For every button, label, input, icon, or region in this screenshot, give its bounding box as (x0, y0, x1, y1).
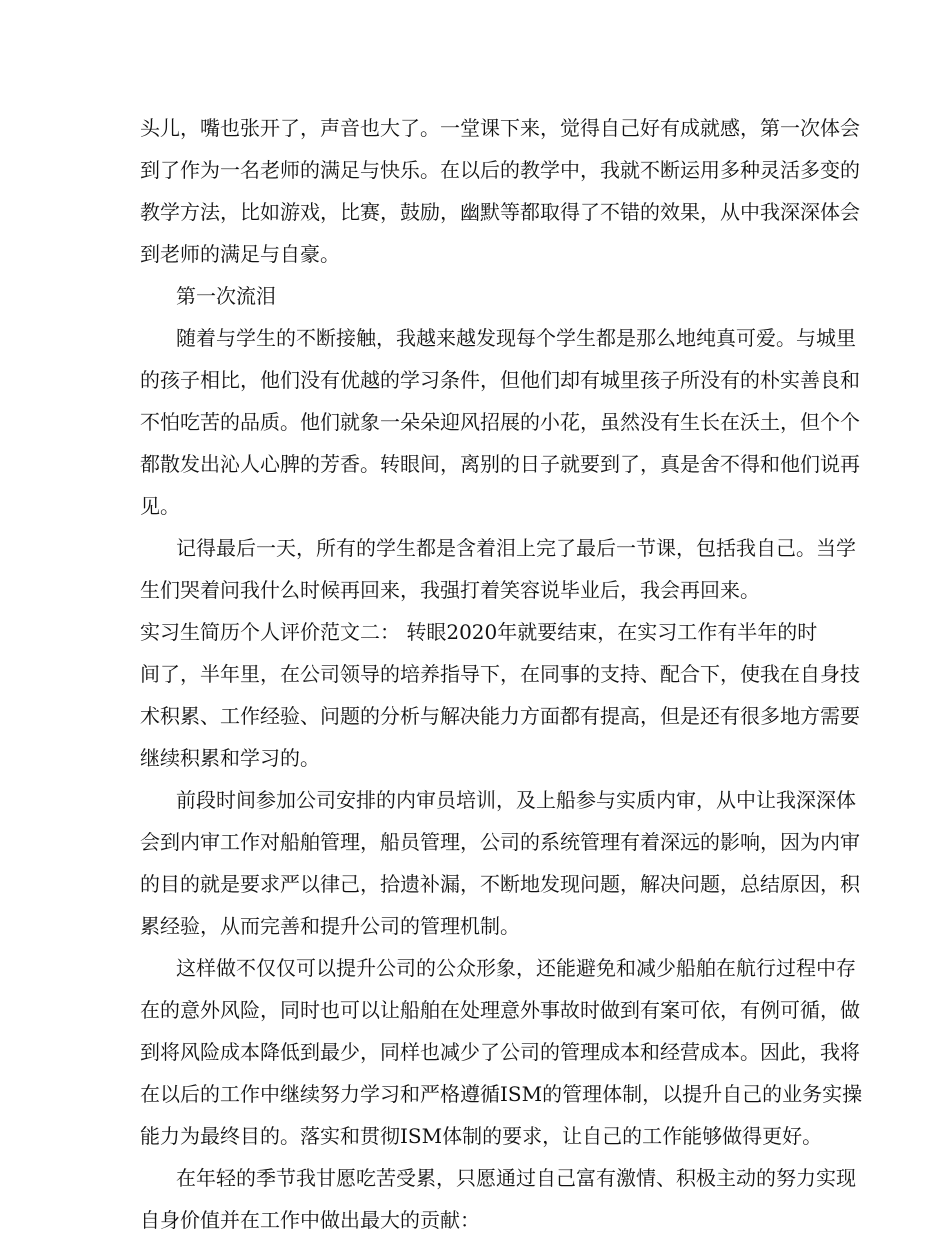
text-line-content: 在以后的工作中继续努力学习和严格遵循ISM的管理体制，以提升自己的业务实操 (140, 1082, 863, 1106)
text-line (0, 233, 950, 275)
text-line (0, 1157, 950, 1199)
text-line-content: 头儿，嘴也张开了，声音也大了。一堂课下来，觉得自己好有成就感，第一次体会 (140, 116, 860, 140)
text-line (0, 443, 950, 485)
text-line (0, 191, 950, 233)
text-line (0, 485, 950, 527)
text-line (0, 401, 950, 443)
text-line-content: 到老师的满足与自豪。 (140, 242, 340, 266)
text-line (0, 1115, 950, 1157)
section-heading (0, 275, 950, 317)
text-line-content: 在的意外风险，同时也可以让船舶在处理意外事故时做到有案可依，有例可循，做 (140, 998, 860, 1022)
text-line-content: 见。 (140, 494, 180, 518)
text-line-content: 间了，半年里，在公司领导的培养指导下，在同事的支持、配合下，使我在自身技 (140, 662, 860, 686)
text-line-content: 实习生简历个人评价范文二： 转眼2020年就要结束，在实习工作有半年的时 (140, 620, 818, 644)
text-line-content: 的目的就是要求严以律己，拾遗补漏，不断地发现问题，解决问题，总结原因，积 (140, 872, 860, 896)
text-line (0, 737, 950, 779)
text-line-content: 不怕吃苦的品质。他们就象一朵朵迎风招展的小花，虽然没有生长在沃土，但个个 (140, 410, 860, 434)
text-line (0, 527, 950, 569)
text-line (0, 1199, 950, 1241)
text-line (0, 149, 950, 191)
text-line-content: 随着与学生的不断接触，我越来越发现每个学生都是那么地纯真可爱。与城里 (176, 326, 856, 350)
text-line (0, 317, 950, 359)
text-line (0, 653, 950, 695)
text-line (0, 1031, 950, 1073)
text-line-content: 会到内审工作对船舶管理，船员管理，公司的系统管理有着深远的影响，因为内审 (140, 830, 860, 854)
text-line-content: 到了作为一名老师的满足与快乐。在以后的教学中，我就不断运用多种灵活多变的 (140, 158, 860, 182)
text-line (0, 905, 950, 947)
text-line (0, 1073, 950, 1115)
text-line-content: 自身价值并在工作中做出最大的贡献： (140, 1208, 480, 1232)
text-line-content: 到将风险成本降低到最少，同样也减少了公司的管理成本和经营成本。因此，我将 (140, 1040, 860, 1064)
section-heading-text: 第一次流泪 (176, 284, 276, 308)
text-line (0, 989, 950, 1031)
text-line-content: 生们哭着问我什么时候再回来，我强打着笑容说毕业后，我会再回来。 (140, 578, 760, 602)
text-line (0, 779, 950, 821)
text-line-content: 的孩子相比，他们没有优越的学习条件，但他们却有城里孩子所没有的朴实善良和 (140, 368, 860, 392)
text-line (0, 611, 950, 653)
text-line (0, 695, 950, 737)
text-line (0, 821, 950, 863)
text-line-content: 能力为最终目的。落实和贯彻ISM体制的要求，让自己的工作能够做得更好。 (140, 1124, 823, 1148)
text-line-content: 教学方法，比如游戏，比赛，鼓励，幽默等都取得了不错的效果，从中我深深体会 (140, 200, 860, 224)
text-line (0, 569, 950, 611)
text-line-content: 这样做不仅仅可以提升公司的公众形象，还能避免和减少船舶在航行过程中存 (176, 956, 856, 980)
text-line (0, 863, 950, 905)
text-line (0, 107, 950, 149)
text-line (0, 947, 950, 989)
text-line-content: 前段时间参加公司安排的内审员培训，及上船参与实质内审，从中让我深深体 (176, 788, 856, 812)
text-line-content: 累经验，从而完善和提升公司的管理机制。 (140, 914, 520, 938)
text-line-content: 都散发出沁人心脾的芳香。转眼间，离别的日子就要到了，真是舍不得和他们说再 (140, 452, 860, 476)
text-line-content: 在年轻的季节我甘愿吃苦受累，只愿通过自己富有激情、积极主动的努力实现 (176, 1166, 856, 1190)
text-line-content: 术积累、工作经验、问题的分析与解决能力方面都有提高，但是还有很多地方需要 (140, 704, 860, 728)
text-line-content: 继续积累和学习的。 (140, 746, 320, 770)
text-line (0, 359, 950, 401)
text-line-content: 记得最后一天，所有的学生都是含着泪上完了最后一节课，包括我自己。当学 (176, 536, 856, 560)
